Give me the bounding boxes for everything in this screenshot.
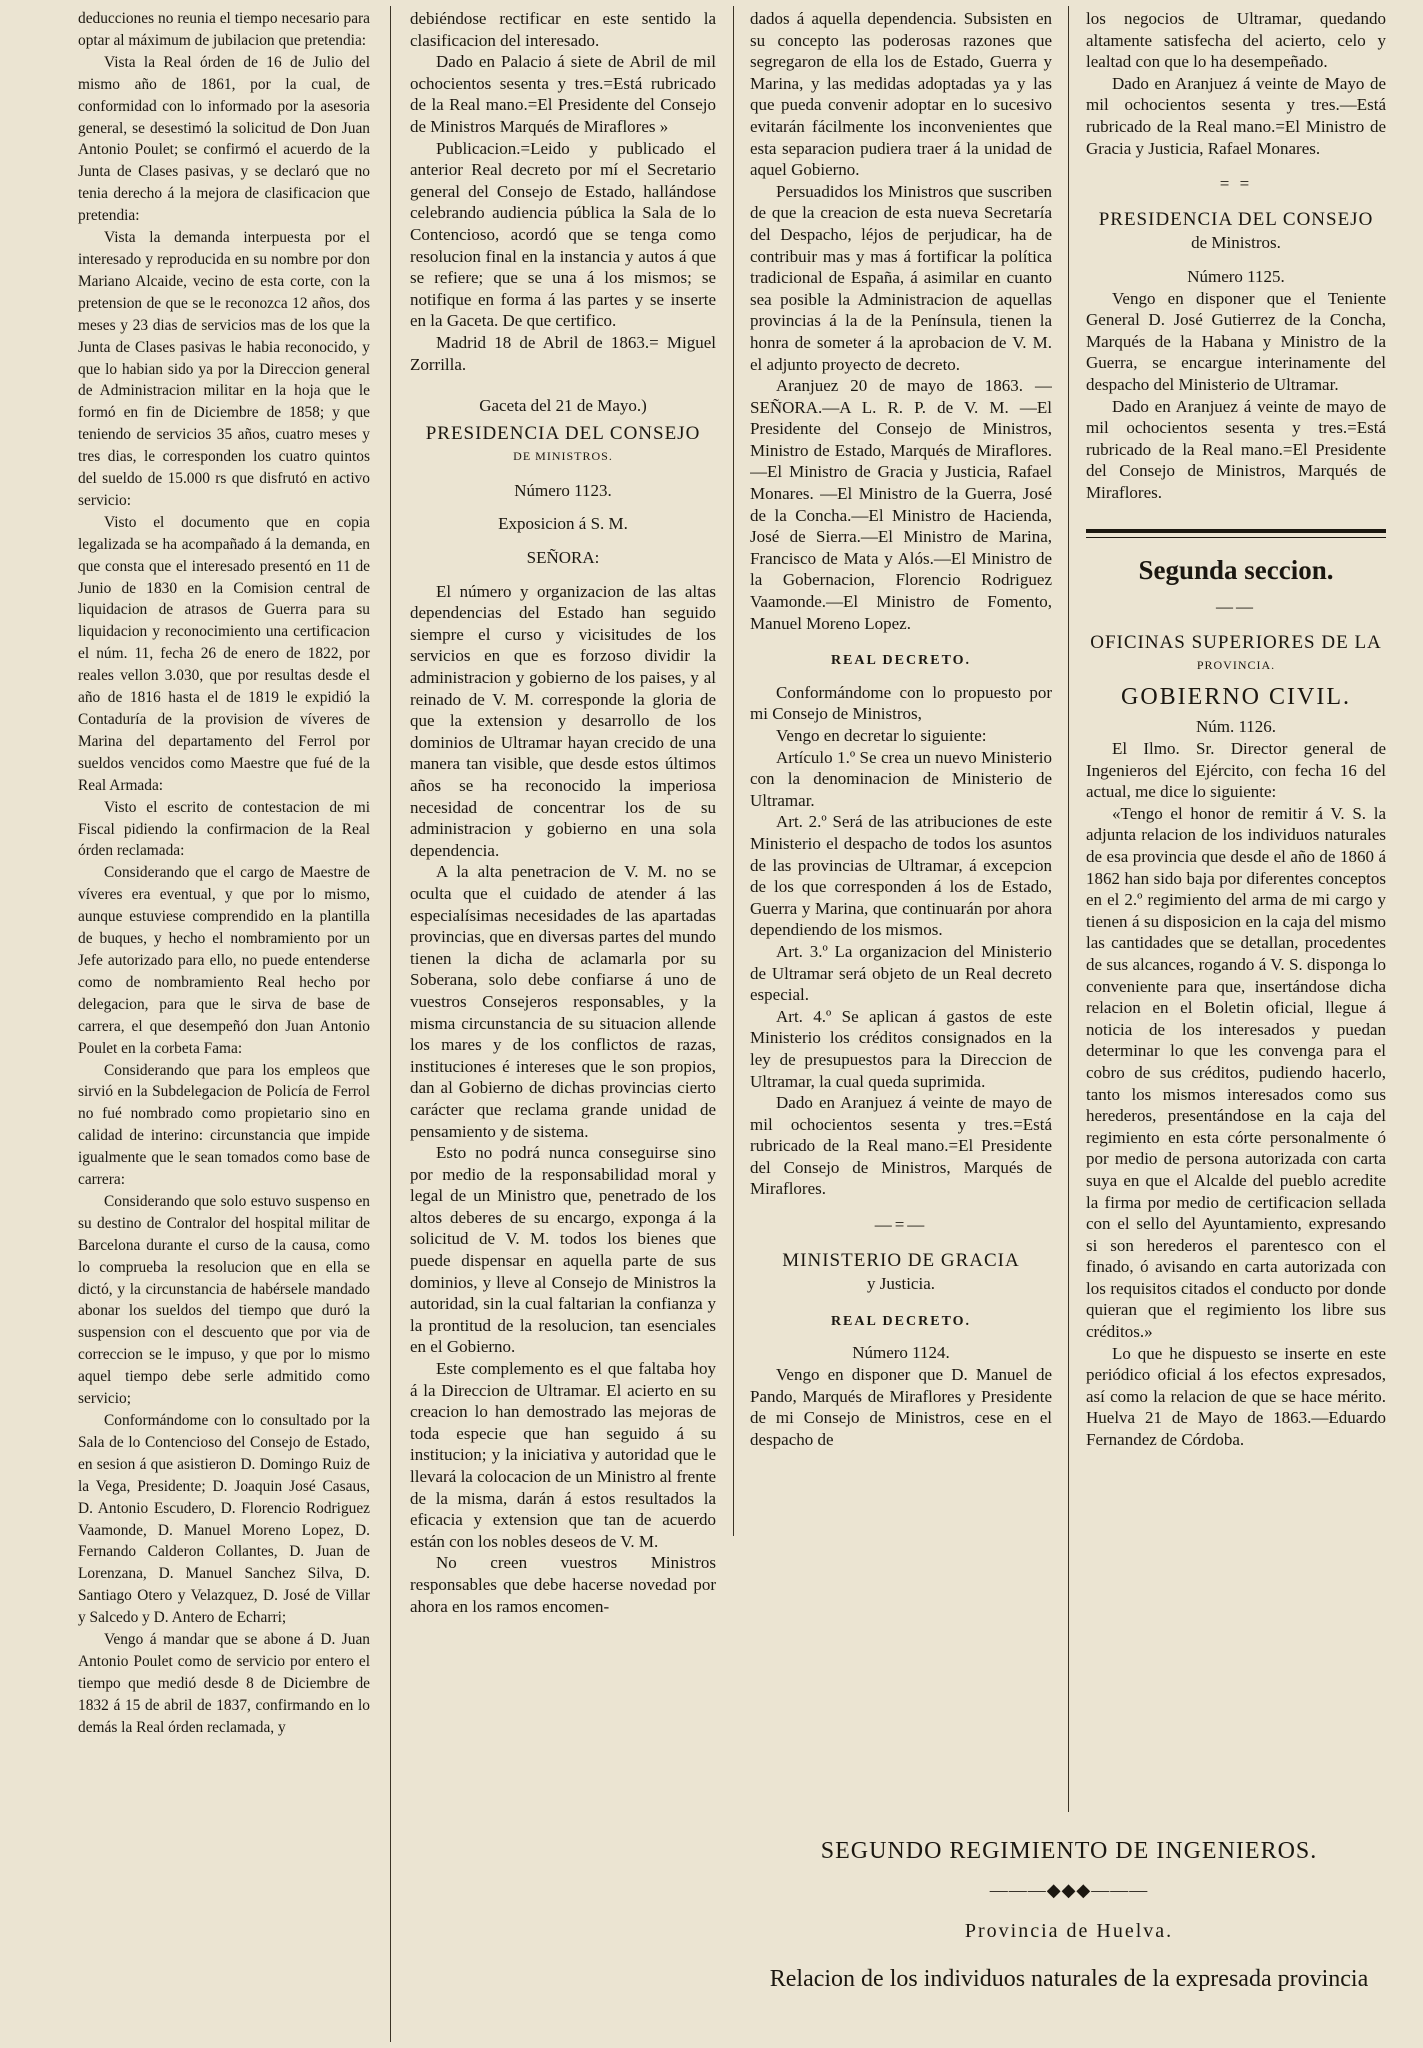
paragraph: Esto no podrá nunca conseguirse sino por medio de la responsabilidad moral y legal de un Ministro que, penetrado de los altos deberes de su encargo, exponga á la solicitud de V. M. todos los bienes que puede dispensar en aquella parte de sus dominios, y lleve al Consejo de Ministros la autoridad, sin la cual faltarian la confianza y la prontitud de la resolucion, tan esenciales en el Gobierno.	[410, 1143, 716, 1357]
paragraph: Publicacion.=Leido y publicado el anterior Real decreto por mí el Secretario general del Consejo de Estado, hallándose celebrando audiencia pública la Sala de lo Contencioso, acordó que se tenga como resolucion final en la instancia y autos á que se refiere; que se una á los mismos; se notifique en forma á las partes y se inserte en la Gaceta. De que certifico.	[410, 138, 716, 331]
section-subheading: PROVINCIA.	[1196, 658, 1276, 673]
paragraph: Vista la demanda interpuesta por el interesado y reproducida en su nombre por don Mariano Alcaide, vecino de esta corte, con la pretension de que se le reconozca 12 años, dos meses y 23 dias de servicios mas de los que la Junta de Clases pasivas le habia reconocido, y que lo habian sido ya por la Direccion general de Administracion militar en la hoja que le formó en fin de Diciembre de 1858; y que teniendo de servicios 35 años, cuatro meses y tres dias, le corresponden los cuatro quintos del sueldo de 15.000 rs que disfrutó en activo servicio:	[78, 229, 370, 509]
section-heading: MINISTERIO DE GRACIA	[782, 1249, 1020, 1271]
paragraph: Vengo en disponer que D. Manuel de Pando, Marqués de Miraflores y Presidente de mi Consejo de Ministros, cese en el despacho de	[750, 1365, 1052, 1449]
paragraph: Dado en Aranjuez á veinte de Mayo de mil ochocientos sesenta y tres.—Está rubricado de la Real mano.=El Ministro de Gracia y Justicia, Rafael Monares.	[1086, 73, 1386, 158]
separator: = =	[1219, 174, 1253, 194]
paragraph: debiéndose rectificar en este sentido la clasificacion del interesado.	[410, 9, 716, 50]
paragraph: A la alta penetracion de V. M. no se oculta que el cuidado de atender á las especialísimas necesidades de las apartadas provincias, que en diversas partes del mundo tienen la dicha de aclamarla por su Soberana, solo debe confiarse á uno de vuestros Consejeros responsables, y la misma circunstancia de su situacion allende los mares y de los conflictos de razas, instituciones é intereses que le son propios, dan al Gobierno de dichas provincias cierto carácter que reclama grande unidad de pensamiento y de sistema.	[410, 862, 716, 1141]
paragraph: Vengo á mandar que se abone á D. Juan Antonio Poulet como de servicio por entero el tiempo que medió desde 8 de Diciembre de 1832 á 15 de abril de 1837, confirmando en lo demás la Real órden reclamada, y	[78, 1631, 370, 1736]
section-heading: PRESIDENCIA DEL CONSEJO	[425, 422, 701, 444]
document-title: Exposicion á S. M.	[498, 514, 628, 534]
paragraph: dados á aquella dependencia. Subsisten en su concepto las poderosas razones que segregaron de ella los de Estado, Guerra y Marina, y las medidas adoptadas ya y las que pueda convenir adoptar en lo sucesivo evitarán fácilmente los inconvenientes que esta separacion pudiera traer á la unidad de aquel Gobierno.	[750, 9, 1052, 180]
paragraph: Considerando que el cargo de Maestre de víveres era eventual, y que por lo mismo, aunque estuviese comprendido en la plantilla de buques, y hecho el nombramiento por un Jefe autorizado para ello, no puede entenderse como de nombramiento Real hecho por delegacion, para que le sirva de base de carrera, el que desempeñó don Juan Antonio Poulet en la corbeta Fama:	[78, 864, 370, 1057]
column-3	[750, 8, 1052, 1538]
paragraph: Visto el escrito de contestacion de mi Fiscal pidiendo la confirmacion de la Real órden reclamada:	[78, 798, 370, 860]
ornament-divider: ———◆◆◆———	[989, 1880, 1149, 1900]
gaceta-reference: Gaceta del 21 de Mayo.)	[479, 396, 647, 416]
paragraph: deducciones no reunia el tiempo necesario para optar al máximum de jubilacion que pretendia:	[78, 10, 370, 49]
paragraph: Considerando que para los empleos que sirvió en la Subdelegacion de Policía de Ferrol no fué nombrado como propietario sino en calidad de interino: circunstancia que impide igualmente que le sean tomados como base de carrera:	[78, 1061, 370, 1189]
thin-rule	[1086, 537, 1386, 538]
paragraph: Este complemento es el que faltaba hoy á la Direccion de Ultramar. El acierto en su creacion lo han demostrado las mejoras de toda especie que han seguido á su institucion; y la iniciativa y autoridad que le llevará la colocacion de un Ministro al frente de la misma, darán á estos resultados la eficacia y extension que tan de acuerdo están con los nobles deseos de V. M.	[410, 1359, 716, 1551]
paragraph: Visto el documento que en copia legalizada se ha acompañado á la demanda, en que consta que el interesado presentó en 11 de Junio de 1830 en la Comision central de liquidacion de atrasos de Guerra para su liquidacion y reconocimiento una certificacion el núm. 11, fecha 26 de enero de 1822, por reales vellon 3.030, que por resultas desde el año de 1816 hasta el de 1819 le expidió la Contaduría de la provision de víveres de Marina del departamento del Ferrol por sueldos vencidos como Maestre que fué de la Real Armada:	[78, 513, 370, 794]
column-rule	[390, 6, 391, 2042]
column-4	[1086, 8, 1386, 1814]
paragraph: los negocios de Ultramar, quedando altamente satisfecha del acierto, celo y lealtad con que lo ha desempeñado.	[1086, 9, 1386, 72]
section-title: Segunda seccion.	[1138, 555, 1334, 586]
paragraph: Dado en Aranjuez á veinte de mayo de mil ochocientos sesenta y tres.=Está rubricado de la Real mano.=El Presidente del Consejo de Ministros, Marqués de Miraflores.	[1086, 396, 1386, 502]
paragraph: No creen vuestros Ministros responsables que debe hacerse novedad por ahora en los ramos encomen-	[410, 1553, 716, 1616]
paragraph: Vengo en decretar lo siguiente:	[776, 726, 987, 745]
section-subheading: de Ministros.	[1191, 233, 1281, 253]
office-heading: GOBIERNO CIVIL.	[1121, 683, 1351, 710]
list-title: Relacion de los individuos naturales de la expresada provincia	[769, 1966, 1369, 1992]
column-rule	[733, 6, 734, 1536]
paragraph: Artículo 1.º Se crea un nuevo Ministerio con la denominacion de Ministerio de Ultramar.	[750, 747, 1052, 810]
paragraph: El Ilmo. Sr. Director general de Ingenieros del Ejército, con fecha 16 del actual, me dice lo siguiente:	[1086, 739, 1386, 802]
section-heading: PRESIDENCIA DEL CONSEJO	[1098, 208, 1374, 230]
document-number: Núm. 1126.	[1195, 717, 1277, 737]
section-heading: OFICINAS SUPERIORES DE LA	[1090, 631, 1382, 653]
paragraph: «Tengo el honor de remitir á V. S. la adjunta relacion de los individuos naturales de esa provincia que desde el año de 1860 á 1862 han sido baja por diferentes conceptos en el 2.º regimiento del arma de mi cargo y tienen á su disposicion en la caja del mismo las cantidades que se detallan, procedentes de sus alcances, rogando á V. S. disponga lo conveniente para que, insertándose dicha relacion en el Boletin oficial, llegue á noticia de los interesados y puedan determinar lo que les convenga para el cobro de sus créditos, pudiendo hacerlo, tanto los mismos interesados como sus herederos, presentándose en la caja del regimiento en esta córte personalmente ó por medio de persona autorizada con carta suya en que el Alcalde del pueblo acredite la firma por medio de certificacion sellada con el sello del Ayuntamiento, expresando si son herederos el parentesco con el finado, ó avisando en carta autorizada con los requisitos citados el conducto por donde quieran que el regimiento los libre sus créditos.»	[1086, 803, 1386, 1342]
section-subheading: DE MINISTROS.	[513, 449, 613, 464]
paragraph: Conformándome con lo propuesto por mi Consejo de Ministros,	[750, 682, 1052, 724]
document-number: Número 1125.	[1187, 266, 1285, 286]
document-number: Número 1123.	[514, 480, 612, 500]
paragraph: Madrid 18 de Abril de 1863.= Miguel Zorrilla.	[410, 332, 716, 374]
paragraph: Aranjuez 20 de mayo de 1863. —SEÑORA.—A L. R. P. de V. M. —El Presidente del Consejo de Ministros, Ministro de Estado, Marqués de Miraflores.—El Ministro de Gracia y Justicia, Rafael Monares. —El Ministro de la Guerra, José de la Concha.—El Ministro de Hacienda, José de Sierra.—El Ministro de Marina, Francisco de Mata y Alós.—El Ministro de la Gobernacion, Florencio Rodriguez Vaamonde.—El Ministro de Fomento, Manuel Moreno Lopez.	[750, 376, 1052, 633]
separator: ——	[1216, 597, 1256, 617]
paragraph: Considerando que solo estuvo suspenso en su destino de Contralor del hospital militar de Barcelona durante el curso de la causa, como lo comprueba la resolucion que en ella se dictó, y la circunstancia de habérsele mandado abonar los sueldos del tiempo que duró la suspension con el descuento que por via de correccion se le impuso, y que por lo mismo aquel tiempo debe serle admitido como servicio;	[78, 1192, 370, 1408]
paragraph: Lo que he dispuesto se inserte en este periódico oficial á los efectos expresados, así como la relacion de que se hace mérito. Huelva 21 de Mayo de 1863.—Eduardo Fernandez de Córdoba.	[1086, 1343, 1386, 1450]
column-1	[78, 8, 370, 2042]
heavy-rule	[1086, 529, 1386, 533]
column-2	[410, 8, 716, 2042]
paragraph: Conformándome con lo consultado por la Sala de lo Contencioso del Consejo de Estado, en sesion á que asistieron D. Domingo Ruiz de la Vega, Presidente; D. Joaquin José Casaus, D. Antonio Escudero, D. Florencio Rodriguez Vaamonde, D. Manuel Moreno Lopez, D. Fernando Calderon Collantes, D. Juan de Lorenzana, D. Manuel Sanchez Silva, D. Santiago Otero y Velazquez, D. José de Villar y Salcedo y D. Antero de Echarri;	[78, 1412, 370, 1627]
section-subheading: y Justicia.	[867, 1274, 935, 1294]
decree-heading: REAL DECRETO.	[830, 653, 972, 669]
paragraph: Persuadidos los Ministros que suscriben de que la creacion de esta nueva Secretaría del Despacho, léjos de perjudicar, ha de contribuir mas y mas á fortificar la política tradicional de España, á asimilar en cuanto sea posible la Administracion de aquellas provincias á la de la Península, tienen la honra de someter á la aprobacion de V. M. el adjunto proyecto de decreto.	[750, 181, 1052, 374]
paragraph: El número y organizacion de las altas dependencias del Estado han seguido siempre el curso y vicisitudes de los servicios en que es forzoso dividir la administracion y gobierno de los paises, y al reinado de V. M. corresponde la gloria de que la extension y desarrollo de los dominios de Ultramar hayan crecido de una manera tan visible, que desde estos últimos años se ha reconocido la imperiosa necesidad de concentrar los de su administracion y gobierno en una sola dependencia.	[410, 581, 716, 860]
paragraph: Vengo en disponer que el Teniente General D. José Gutierrez de la Concha, Marqués de la Habana y Ministro de la Guerra, se encargue interinamente del despacho del Ministerio de Ultramar.	[1086, 288, 1386, 394]
paragraph: Art. 3.º La organizacion del Ministerio de Ultramar será objeto de un Real decreto especial.	[750, 941, 1052, 1005]
column-rule	[1068, 6, 1069, 1812]
salutation: SEÑORA:	[526, 548, 600, 568]
paragraph: Art. 4.º Se aplican á gastos de este Ministerio los créditos consignados en la ley de presupuestos para la Direccion de Ultramar, la cual queda suprimida.	[750, 1006, 1052, 1091]
province-heading: Provincia de Huelva.	[964, 1920, 1174, 1942]
paragraph: Dado en Palacio á siete de Abril de mil ochocientos sesenta y tres.=Está rubricado de la Real mano.=El Presidente del Consejo de Ministros Marqués de Miraflores »	[410, 52, 716, 136]
separator: —=—	[874, 1215, 928, 1235]
paragraph: Vista la Real órden de 16 de Julio del mismo año de 1861, por la cual, de conformidad con lo informado por la asesoria general, se desestimó la solicitud de Don Juan Antonio Poulet; se confirmó el acuerdo de la Junta de Clases pasivas, y se declaró que no tenia derecho á la mejora de clasificacion que pretendia:	[78, 53, 370, 225]
decree-heading: REAL DECRETO.	[830, 1313, 972, 1329]
regiment-heading: SEGUNDO REGIMIENTO DE INGENIEROS.	[820, 1838, 1318, 1864]
document-number: Número 1124.	[852, 1343, 950, 1363]
paragraph: Dado en Aranjuez á veinte de mayo de mil ochocientos sesenta y tres.=Está rubricado de la Real mano.=El Presidente del Consejo de Ministros, Marqués de Miraflores.	[750, 1093, 1052, 1199]
paragraph: Art. 2.º Será de las atribuciones de este Ministerio el despacho de todos los asuntos de las provincias de Ultramar, á excepcion de los que corresponden á los de Estado, Guerra y Marina, que continuarán por ahora dependiendo de los mismos.	[750, 812, 1052, 940]
